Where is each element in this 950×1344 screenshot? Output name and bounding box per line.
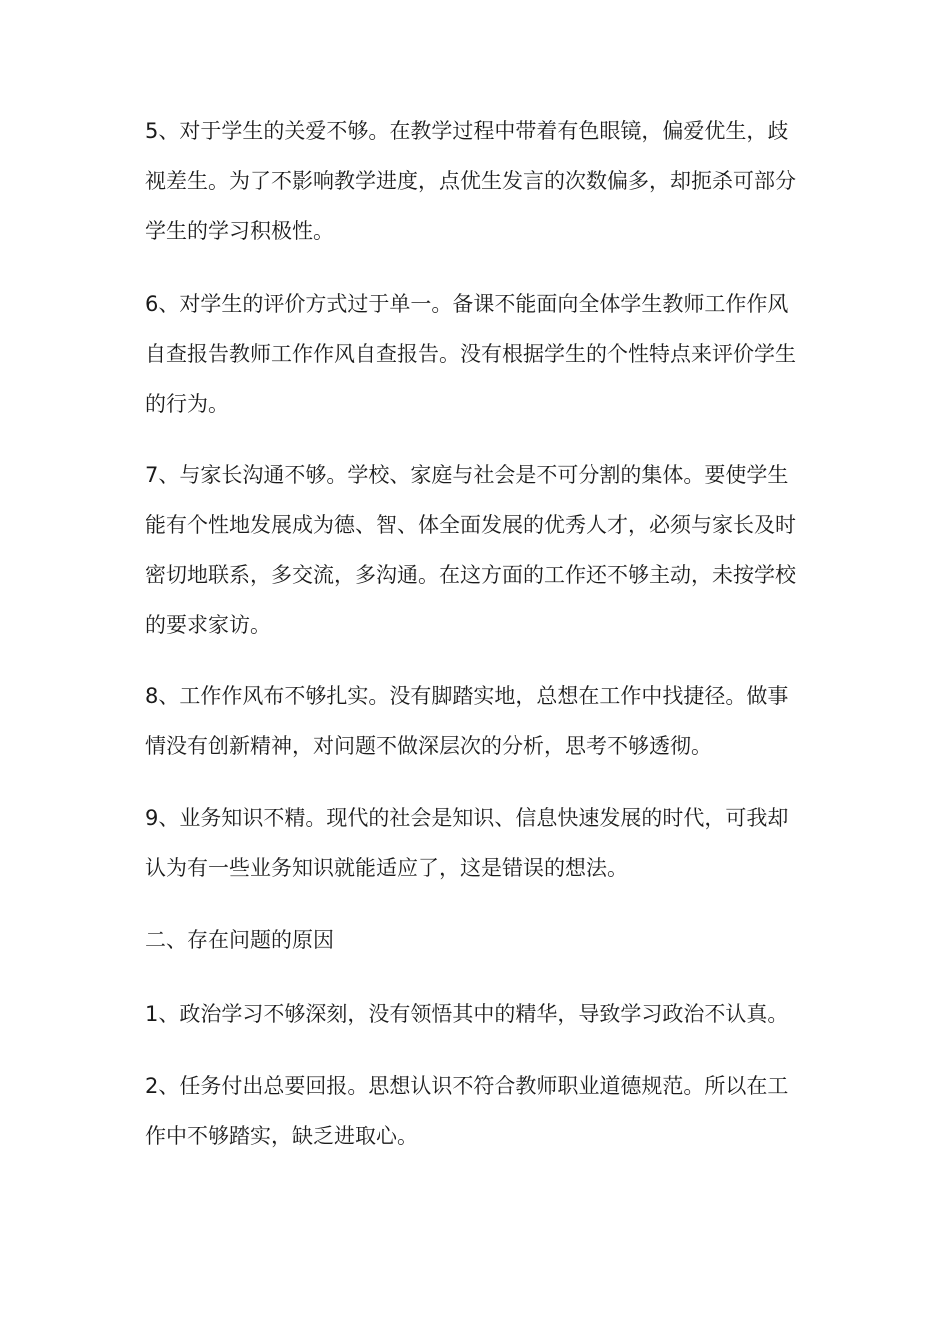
paragraph-reason-1 <box>145 989 810 1039</box>
text-line: 的行为。 <box>145 392 229 416</box>
text-line: 7、与家长沟通不够。学校、家庭与社会是不可分割的集体。要使学生 <box>145 463 789 487</box>
text-line: 作中不够踏实，缺乏进取心。 <box>145 1124 418 1148</box>
text-line: 视差生。为了不影响教学进度，点优生发言的次数偏多，却扼杀可部分 <box>145 169 796 193</box>
paragraph-item-9 <box>145 793 810 893</box>
text-line: 认为有一些业务知识就能适应了，这是错误的想法。 <box>145 856 628 880</box>
paragraph-item-5 <box>145 106 810 256</box>
text-line: 情没有创新精神，对问题不做深层次的分析，思考不够透彻。 <box>145 734 712 758</box>
text-line: 2、任务付出总要回报。思想认识不符合教师职业道德规范。所以在工 <box>145 1074 789 1098</box>
text-line: 二、存在问题的原因 <box>145 928 334 952</box>
section-heading <box>145 915 810 965</box>
paragraph-item-7 <box>145 450 810 650</box>
text-line: 6、对学生的评价方式过于单一。备课不能面向全体学生教师工作作风 <box>145 292 789 316</box>
paragraph-item-8 <box>145 671 810 771</box>
text-line: 1、政治学习不够深刻，没有领悟其中的精华，导致学习政治不认真。 <box>145 1002 789 1026</box>
text-line: 学生的学习积极性。 <box>145 219 334 243</box>
text-line: 能有个性地发展成为德、智、体全面发展的优秀人才，必须与家长及时 <box>145 513 796 537</box>
text-line: 8、工作作风布不够扎实。没有脚踏实地，总想在工作中找捷径。做事 <box>145 684 789 708</box>
paragraph-item-6 <box>145 279 810 429</box>
text-line: 自查报告教师工作作风自查报告。没有根据学生的个性特点来评价学生 <box>145 342 796 366</box>
text-line: 的要求家访。 <box>145 613 271 637</box>
text-line: 5、对于学生的关爱不够。在教学过程中带着有色眼镜，偏爱优生，歧 <box>145 119 789 143</box>
text-line: 9、业务知识不精。现代的社会是知识、信息快速发展的时代，可我却 <box>145 806 789 830</box>
text-line: 密切地联系，多交流，多沟通。在这方面的工作还不够主动，未按学校 <box>145 563 796 587</box>
paragraph-reason-2 <box>145 1061 810 1161</box>
